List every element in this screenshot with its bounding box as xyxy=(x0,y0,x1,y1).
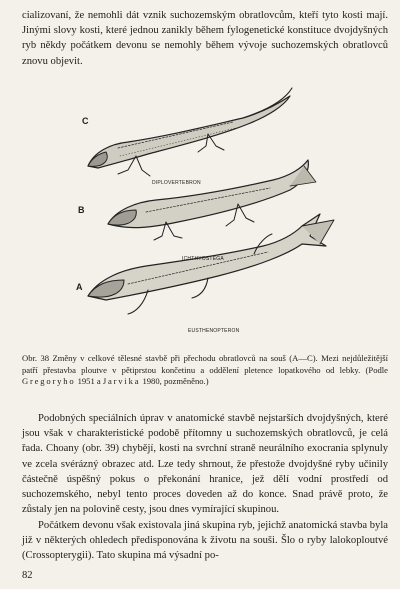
figure-tetrapod-evolution xyxy=(58,84,358,346)
fossil-illustration xyxy=(58,84,358,346)
figure-label-a: A xyxy=(76,282,83,292)
figure-caption xyxy=(22,353,388,388)
taxon-eusthenopteron: EUSTHENOPTERON xyxy=(188,328,240,334)
figure-label-c: C xyxy=(82,116,89,126)
ichthyostega-drawing xyxy=(108,160,316,240)
diplovertebron-drawing xyxy=(88,88,292,176)
taxon-diplovertebron: DIPLOVERTEBRON xyxy=(152,180,201,186)
eusthenopteron-drawing xyxy=(88,214,334,314)
intro-paragraph: cializovaní, že nemohli dát vznik suchozemským obratlovcům, kteří tyto kosti mají. Jinými slovy kosti, které jednou zanikly během fylogenetické konstituce dvojdyšných ryb někdy počátkem devonu se nemohly během vývoje suchozemských obratlovců znovu objevit. xyxy=(22,10,388,67)
taxon-ichthyostega: ICHTHYOSTEGA xyxy=(182,256,224,262)
page-number: 82 xyxy=(22,570,33,581)
caption-author-gregory: Gregoryho xyxy=(22,376,76,387)
figure-label-b: B xyxy=(78,205,85,215)
body-paragraph-2: Počátkem devonu však existovala jiná skupina ryb, jejichž anatomická stavba byla již v některých ohledech předisponována k životu na souši. Šlo o ryby lalokoploutvé (Crossopterygii). Tato skupina má výsadní po- xyxy=(22,520,388,562)
caption-text-1: Obr. 38 Změny v celkové tělesné stavbě při přechodu obratlovců na souš (A—C). Mezi nejdůležitější patří přestavba ploutve v pětiprstou končetinu a oddělení pletence lopatkového od lebky. (Podle xyxy=(22,353,388,375)
caption-text-3: 1980, pozměněno.) xyxy=(140,376,209,387)
body-paragraph-1: Podobných speciálních úprav v anatomické stavbě nejstarších dvojdyšných, které jsou však v charakteristické podobě přítomny u suchozemských obratlovců, je celá řada. Choany (obr. 39) chybějí, kosti na svrchní straně neurálního exocrania splynuly ve zcela svérázný obrazec atd. Lze tedy shrnout, že přestože dvojdyšné ryby učinily částečně úspěšný pokus o překonání hranice, jež dělí vodní prostředí od suchozemského, nebyl tento proces doveden až do konce. Snad právě proto, že zůstaly jen na polovině cesty, jsou dnes vymírající skupinou. xyxy=(22,413,388,516)
caption-text-2: 1951 a xyxy=(75,376,103,387)
caption-author-jarvik: Jarvika xyxy=(102,376,141,387)
